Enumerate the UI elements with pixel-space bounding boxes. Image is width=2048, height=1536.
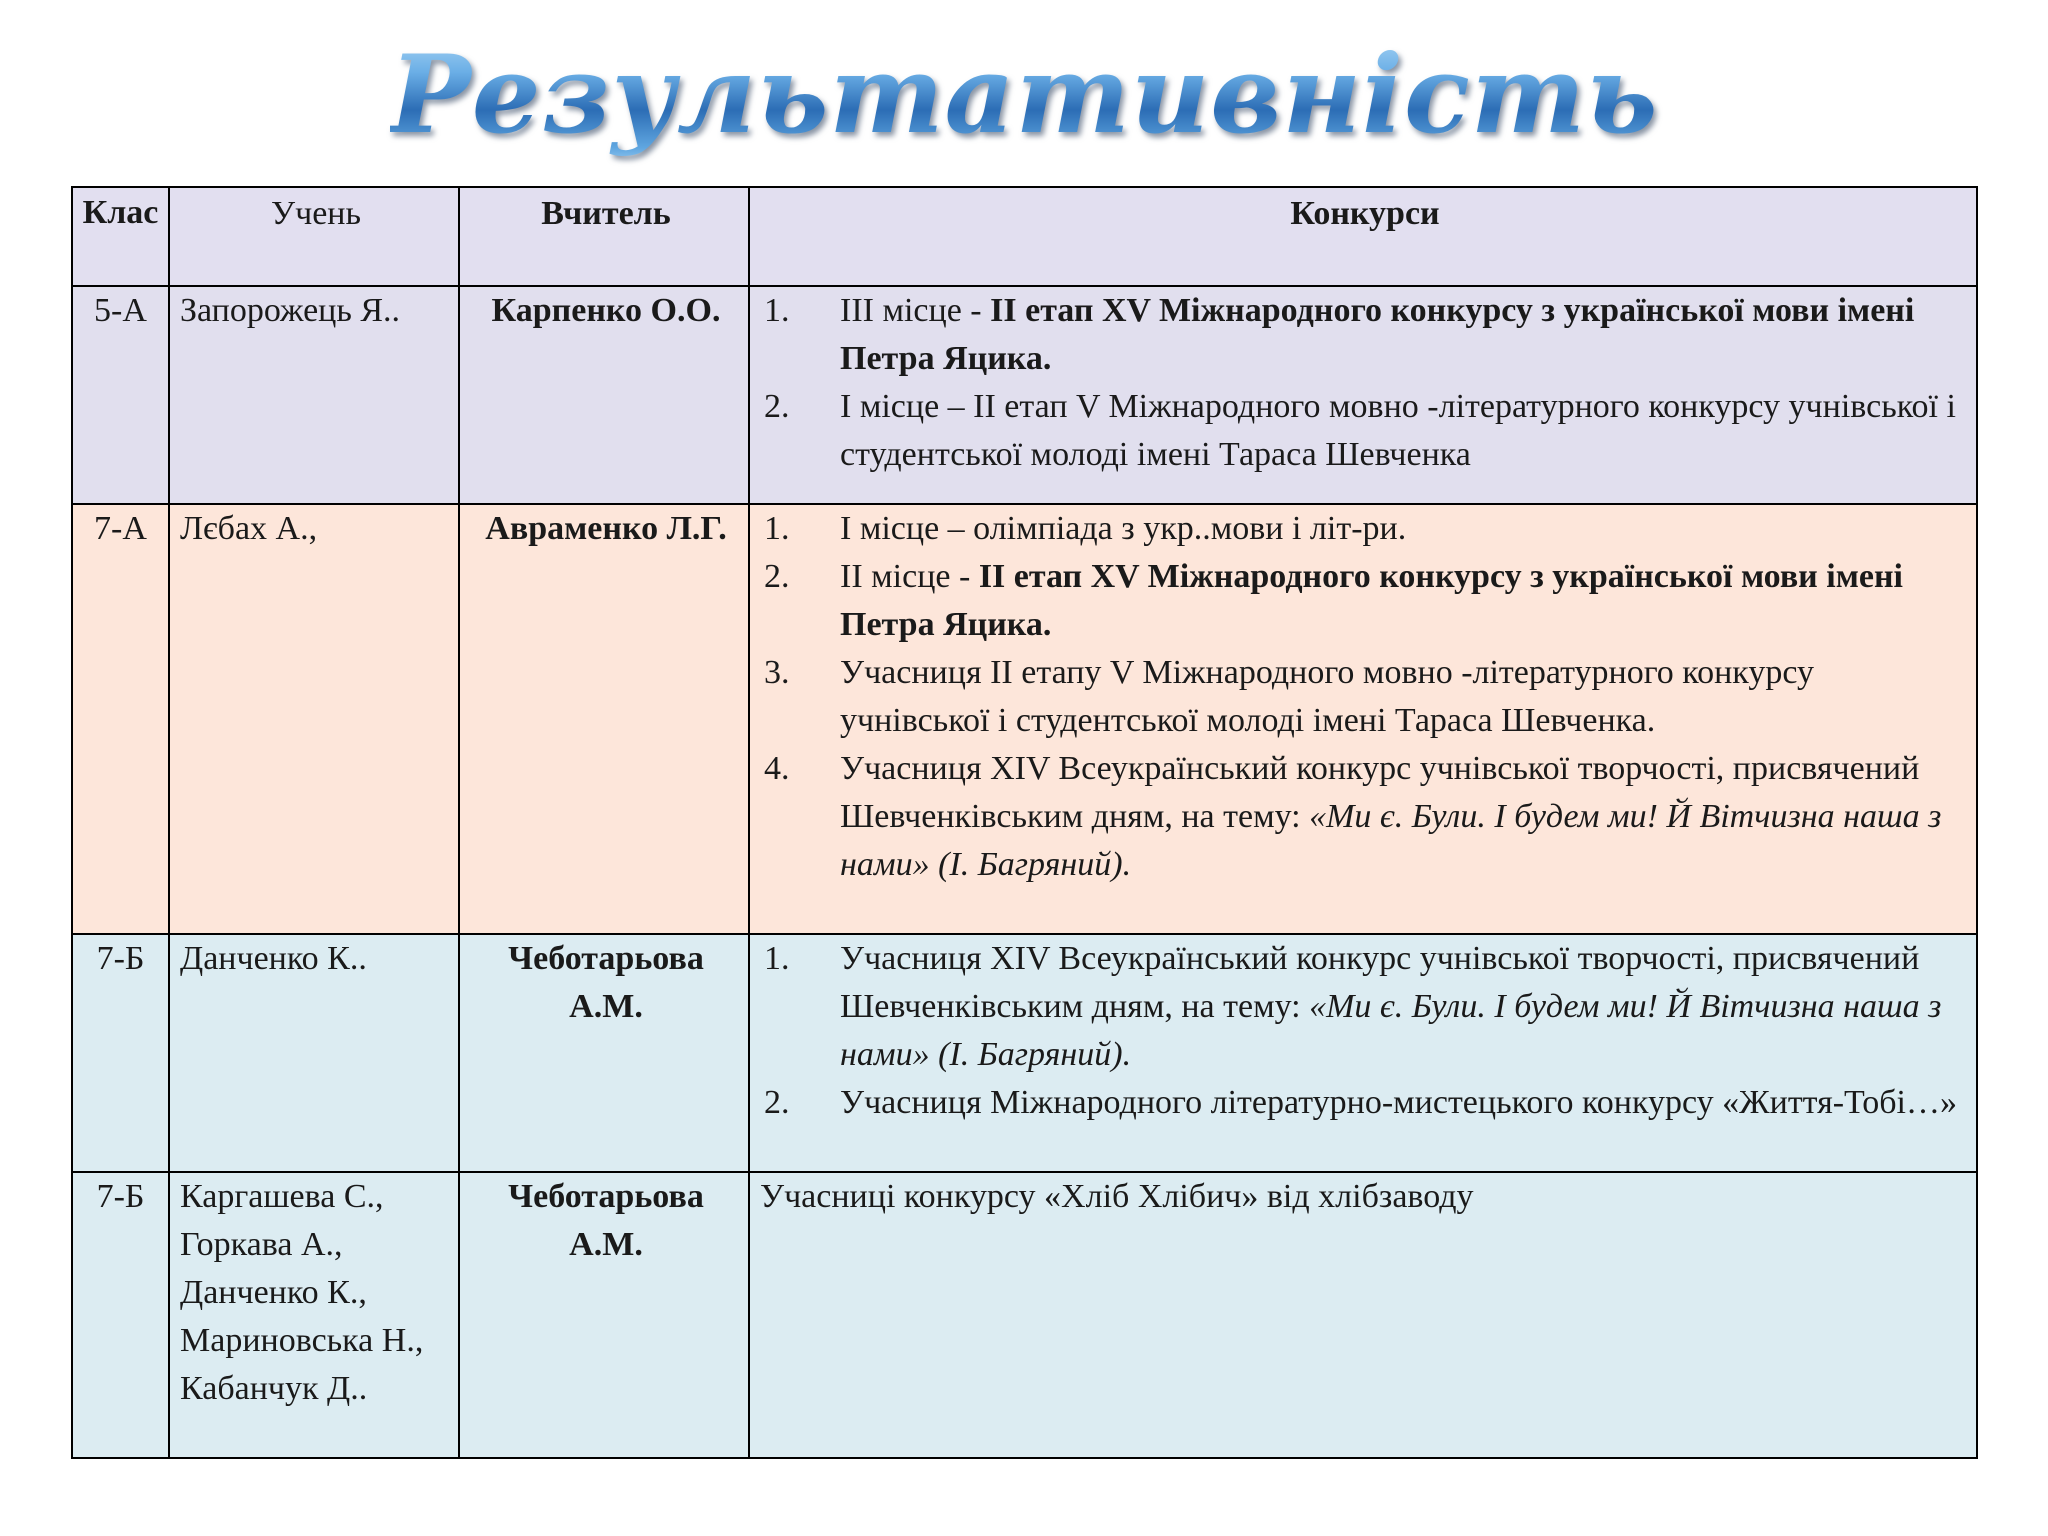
item-text: ІІ місце -	[840, 558, 979, 595]
header-contests: Конкурси	[749, 187, 1977, 286]
item-text: І місце – ІІ етап V Міжнародного мовно -літературного конкурсу учнівської і студентської молоді імені Тараса Шевченка	[840, 388, 1956, 473]
table-row	[72, 286, 1977, 504]
header-teacher: Вчитель	[459, 187, 749, 286]
item-number: 2.	[764, 1084, 790, 1121]
list-item	[760, 745, 1970, 889]
student-cell: Запорожець Я..	[169, 286, 459, 504]
item-number: 2.	[764, 558, 790, 595]
item-text-bold: ІІ етап ХV Міжнародного конкурсу з української мови імені Петра Яцика.	[840, 292, 1915, 377]
list-item	[760, 935, 1970, 1079]
contests-cell	[749, 934, 1977, 1172]
list-item	[760, 287, 1970, 383]
title-area	[0, 20, 2048, 170]
item-text: ІІІ місце -	[840, 292, 991, 329]
page-title: Результативність	[390, 20, 1659, 170]
item-text-italic: «Ми є. Були. І будем ми! Й Вітчизна наша з нами» (І. Багряний).	[840, 988, 1942, 1073]
list-item	[760, 1079, 1970, 1127]
student-cell: Лєбах А.,	[169, 504, 459, 934]
header-class: Клас	[72, 187, 169, 286]
student-cell: Данченко К..	[169, 934, 459, 1172]
table-header-row	[72, 187, 1977, 286]
teacher-cell: Карпенко О.О.	[459, 286, 749, 504]
item-number: 3.	[764, 654, 790, 691]
item-text-italic: «Ми є. Були. І будем ми! Й Вітчизна наша з нами» (І. Багряний).	[840, 798, 1942, 883]
teacher-cell: Авраменко Л.Г.	[459, 504, 749, 934]
table-row	[72, 504, 1977, 934]
item-text: Учасниця ХІV Всеукраїнський конкурс учнівської творчості, присвячений Шевченківським дням, на тему:	[840, 940, 1920, 1025]
list-item	[760, 383, 1970, 479]
table-row	[72, 1172, 1977, 1458]
item-text: І місце – олімпіада з укр..мови і літ-ри.	[840, 510, 1407, 547]
table-row	[72, 934, 1977, 1172]
contest-list	[760, 505, 1970, 889]
item-number: 1.	[764, 510, 790, 547]
item-number: 2.	[764, 388, 790, 425]
item-text-bold: ІІ етап ХV Міжнародного конкурсу з української мови імені Петра Яцика.	[840, 558, 1904, 643]
item-text: Учасниця Міжнародного літературно-мистецького конкурсу «Життя-Тобі…»	[840, 1084, 1958, 1121]
class-cell: 7-Б	[72, 1172, 169, 1458]
contests-cell	[749, 286, 1977, 504]
teacher-cell: Чеботарьова А.М.	[459, 934, 749, 1172]
list-item	[760, 649, 1970, 745]
contest-list	[760, 287, 1970, 479]
item-number: 4.	[764, 750, 790, 787]
results-table	[71, 186, 1978, 1459]
list-item	[760, 553, 1970, 649]
item-number: 1.	[764, 940, 790, 977]
item-text: Учасниця ХІV Всеукраїнський конкурс учнівської творчості, присвячений Шевченківським дням, на тему:	[840, 750, 1920, 835]
teacher-cell: Чеботарьова А.М.	[459, 1172, 749, 1458]
contest-list	[760, 935, 1970, 1127]
item-text: Учасниця ІІ етапу V Міжнародного мовно -літературного конкурсу учнівської і студентської молоді імені Тараса Шевченка.	[840, 654, 1814, 739]
item-number: 1.	[764, 292, 790, 329]
contests-cell	[749, 504, 1977, 934]
list-item	[760, 505, 1970, 553]
class-cell: 7-Б	[72, 934, 169, 1172]
header-student: Учень	[169, 187, 459, 286]
class-cell: 5-А	[72, 286, 169, 504]
class-cell: 7-А	[72, 504, 169, 934]
student-cell: Каргашева С., Горкава А., Данченко К., Мариновська Н., Кабанчук Д..	[169, 1172, 459, 1458]
contests-cell: Учасниці конкурсу «Хліб Хлібич» від хлібзаводу	[749, 1172, 1977, 1458]
